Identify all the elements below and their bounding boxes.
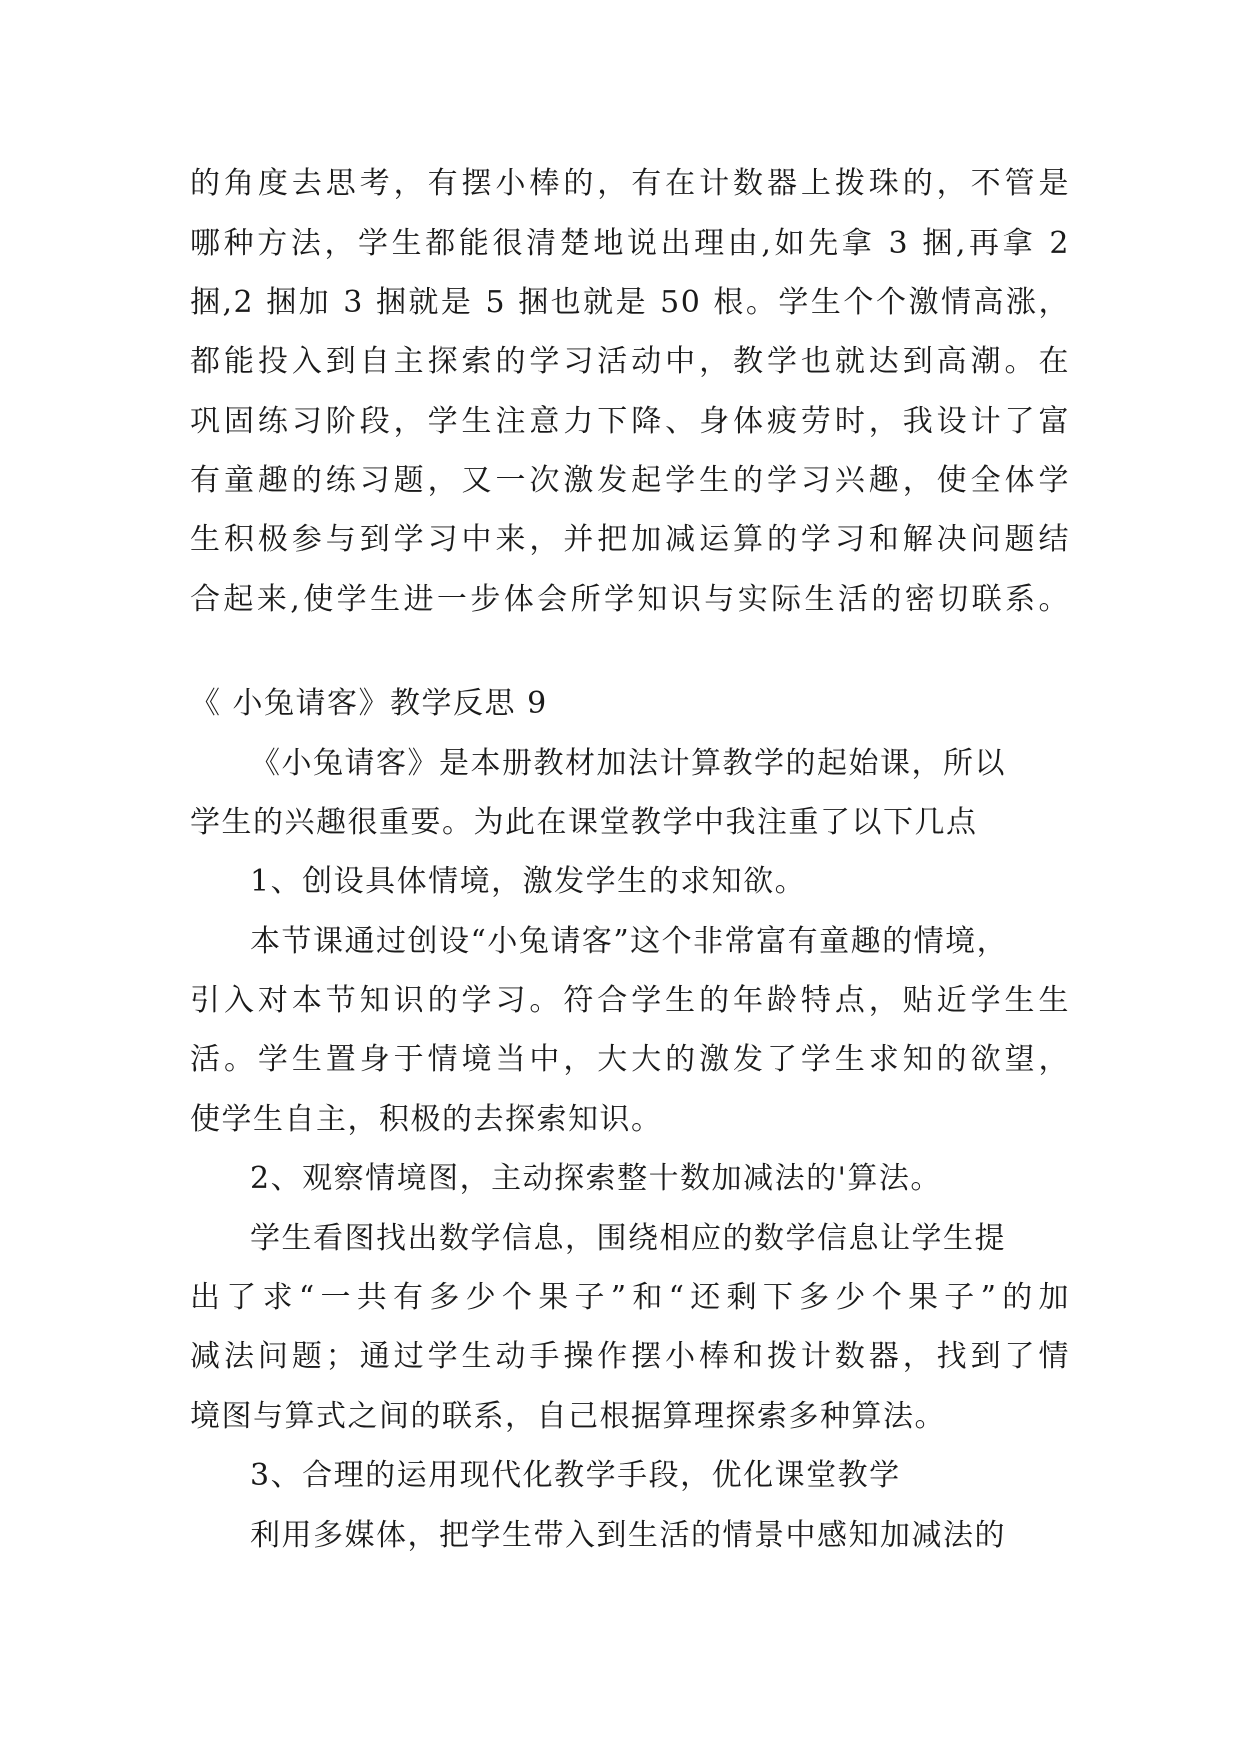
paragraph-line: 引入对本节知识的学习。符合学生的年龄特点，贴近学生生 xyxy=(190,983,1070,1018)
paragraph-line: 捆,2 捆加 3 捆就是 5 捆也就是 50 根。学生个个激情高涨， xyxy=(190,285,1070,320)
paragraph-line: 哪种方法，学生都能很清楚地说出理由,如先拿 3 捆,再拿 2 xyxy=(190,226,1070,261)
paragraph-line: 本节课通过创设“小兔请客”这个非常富有童趣的情境， xyxy=(250,924,1009,959)
paragraph-line: 都能投入到自主探索的学习活动中，教学也就达到高潮。在 xyxy=(190,344,1070,379)
paragraph-line: 境图与算式之间的联系，自己根据算理探索多种算法。 xyxy=(190,1399,946,1434)
paragraph-line: 《小兔请客》是本册教材加法计算教学的起始课，所以 xyxy=(250,746,1006,781)
paragraph-line: 减法问题；通过学生动手操作摆小棒和拨计数器，找到了情 xyxy=(190,1339,1070,1374)
paragraph-line: 合起来,使学生进一步体会所学知识与实际生活的密切联系。 xyxy=(190,582,1070,617)
section-title: 《 小兔请客》教学反思 9 xyxy=(190,686,548,721)
paragraph-line: 出了求“一共有多少个果子”和“还剩下多少个果子”的加 xyxy=(190,1280,1070,1315)
paragraph-line: 有童趣的练习题，又一次激发起学生的学习兴趣，使全体学 xyxy=(190,463,1070,498)
paragraph-line: 利用多媒体，把学生带入到生活的情景中感知加减法的 xyxy=(250,1518,1006,1553)
paragraph-line: 生积极参与到学习中来，并把加减运算的学习和解决问题结 xyxy=(190,522,1070,557)
paragraph-line: 活。学生置身于情境当中，大大的激发了学生求知的欲望， xyxy=(190,1042,1070,1077)
paragraph-line: 巩固练习阶段，学生注意力下降、身体疲劳时，我设计了富 xyxy=(190,404,1070,439)
point-heading: 1、创设具体情境，激发学生的求知欲。 xyxy=(250,864,807,899)
paragraph-line: 的角度去思考，有摆小棒的，有在计数器上拨珠的，不管是 xyxy=(190,166,1070,201)
point-heading: 2、观察情境图，主动探索整十数加减法的'算法。 xyxy=(250,1161,942,1196)
paragraph-line: 学生看图找出数学信息，围绕相应的数学信息让学生提 xyxy=(250,1221,1006,1256)
paragraph-line: 使学生自主，积极的去探索知识。 xyxy=(190,1102,663,1137)
paragraph-line: 学生的兴趣很重要。为此在课堂教学中我注重了以下几点 xyxy=(190,805,978,840)
point-heading: 3、合理的运用现代化教学手段，优化课堂教学 xyxy=(250,1458,901,1493)
